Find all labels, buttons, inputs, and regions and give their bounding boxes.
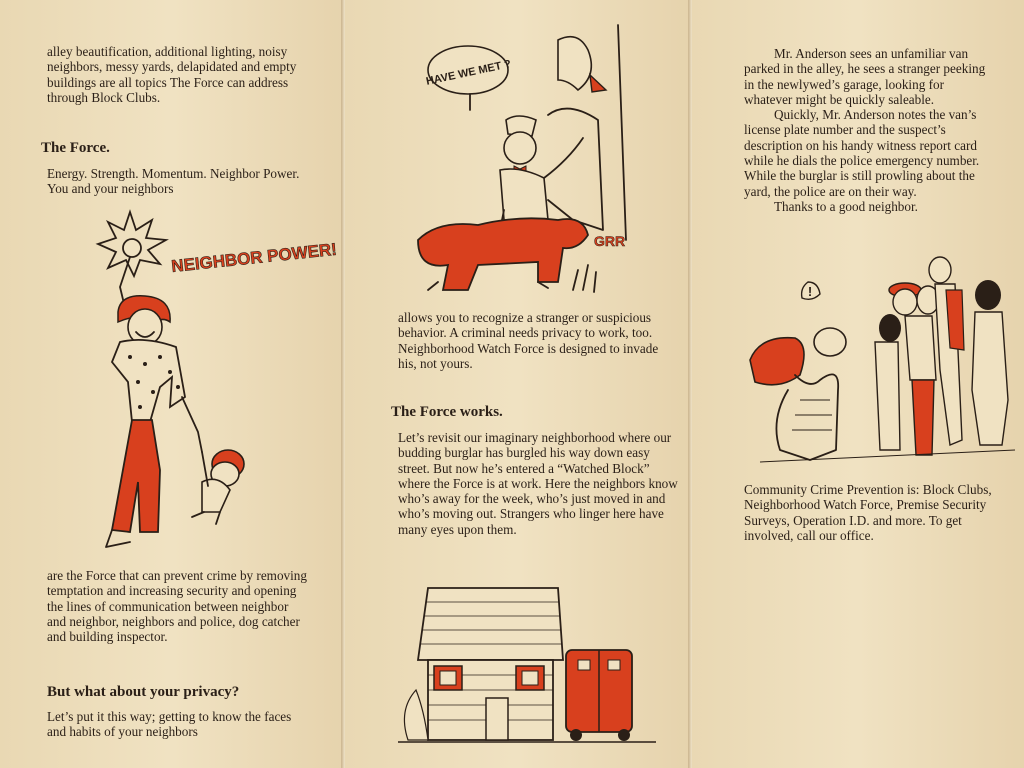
force-prevent-text: are the Force that can prevent crime by removing temptation and increasing security and opening the lines of communication between neighbor and neighbor, neighbors and police, dog catcher and building inspector.	[47, 568, 307, 645]
recognize-stranger-text: allows you to recognize a stranger or suspicious behavior. A criminal needs privacy to work, too. Neighborhood Watch Force is designed to invade his, not yours.	[398, 310, 659, 371]
panel-right	[690, 0, 1024, 768]
heading-the-force	[41, 140, 110, 157]
fold-line-left	[341, 0, 345, 768]
fold-line-right	[688, 0, 692, 768]
neighbor-power-illustration	[90, 212, 338, 557]
community-crime-prevention-text: Community Crime Prevention is: Block Clubs, Neighborhood Watch Force, Premise Security Surveys, Operation I.D. and more. To get involved, call our office.	[744, 482, 992, 543]
house-van-illustration	[398, 580, 658, 760]
question-mark-text: !	[807, 284, 813, 299]
heading-force-works-text: The Force works.	[391, 404, 503, 420]
anderson-para-1: Mr. Anderson sees an unfamiliar van parked in the alley, he sees a stranger peeking in the newlywed’s garage, looking for whatever might be quickly saleable.	[744, 46, 986, 107]
privacy-text: Let’s put it this way; getting to know the faces and habits of your neighbors	[47, 709, 292, 740]
anderson-story	[744, 46, 994, 214]
burglar-dog-illustration	[398, 20, 638, 300]
panel-middle	[343, 0, 690, 768]
speech-bubble-text: HAVE WE MET ?	[425, 58, 513, 88]
force-text: Energy. Strength. Momentum. Neighbor Power. You and your neighbors	[47, 166, 300, 197]
heading-privacy-text: But what about your privacy?	[47, 684, 240, 700]
anderson-para-2: Quickly, Mr. Anderson notes the van’s license plate number and the suspect’s description on his handy witness report card while he dials the police emergency number. While the burglar is still prowling about the yard, the police are on their way.	[744, 107, 980, 199]
heading-the-force-text: The Force.	[41, 140, 110, 156]
heading-force-works	[391, 404, 503, 421]
panel-left	[0, 0, 343, 768]
growl-text: GRR	[594, 233, 626, 249]
force-works-text: Let’s revisit our imaginary neighborhood where our budding burglar has burgled his way down easy street. But now he’s entered a “Watched Block” where the Force is at work. Here the neighbors know who’s away for the week, who’s just moved in and who’s moving out. Strangers who linger here have many eyes upon them.	[398, 430, 678, 537]
intro-text: alley beautification, additional lighting, noisy neighbors, messy yards, delapidated and empty buildings are all topics The Force can address through Block Clubs.	[47, 44, 297, 105]
neighbors-illustration	[740, 250, 1020, 470]
neighbor-power-caption: NEIGHBOR POWER!	[170, 239, 338, 276]
heading-privacy	[47, 684, 239, 701]
anderson-para-3: Thanks to a good neighbor.	[774, 198, 918, 214]
